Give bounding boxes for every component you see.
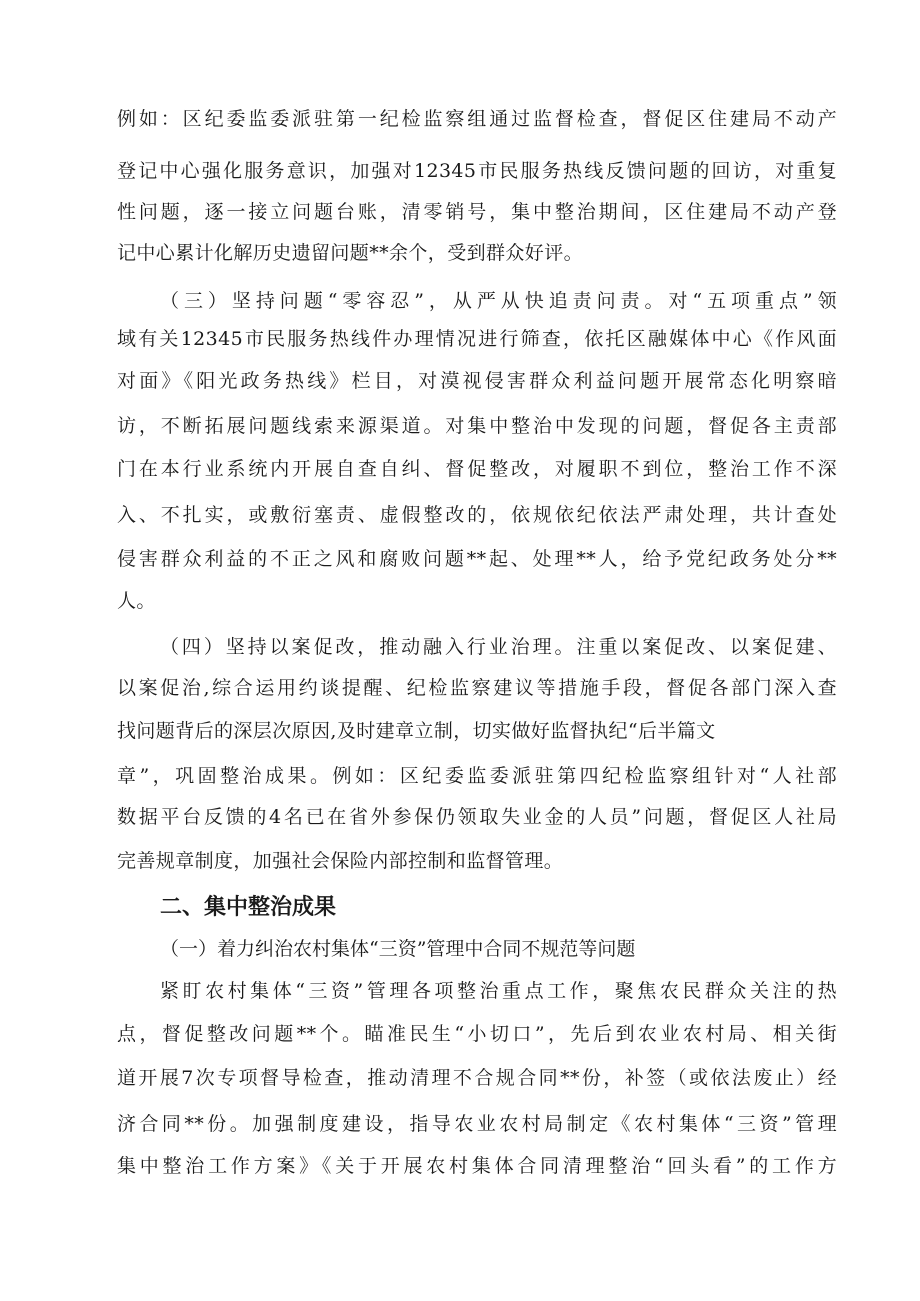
paragraph-line: 例如：区纪委监委派驻第一纪检监察组通过监督检查，督促区住建局不动产 <box>117 108 837 130</box>
paragraph-line: （四）坚持以案促改，推动融入行业治理。注重以案促改、以案促建、 <box>160 636 837 658</box>
paragraph-line: 济合同**份。加强制度建设，指导农业农村局制定《农村集体“三资”管理 <box>117 1113 837 1135</box>
paragraph-line: 以案促治,综合运用约谈提醒、纪检监察建议等措施手段，督促各部门深入查 <box>117 677 837 699</box>
paragraph-line: （三）坚持问题“零容忍”，从严从快追责问责。对“五项重点”领 <box>160 290 837 312</box>
paragraph-line: 章”，巩固整治成果。例如：区纪委监委派驻第四纪检监察组针对“人社部 <box>117 765 837 787</box>
paragraph-line: 域有关12345市民服务热线件办理情况进行筛查，依托区融媒体中心《作风面 <box>117 328 837 350</box>
paragraph-line: 找问题背后的深层次原因,及时建章立制，切实做好监督执纪“后半篇文 <box>117 720 716 742</box>
paragraph-line: 门在本行业系统内开展自查自纠、督促整改，对履职不到位，整治工作不深 <box>117 458 837 480</box>
paragraph-line: 完善规章制度，加强社会保险内部控制和监督管理。 <box>117 850 564 872</box>
section-heading: 二、集中整治成果 <box>160 895 337 920</box>
paragraph-line: 性问题，逐一接立问题台账，清零销号，集中整治期间，区住建局不动产登 <box>117 201 837 223</box>
subsection-heading: （一）着力纠治农村集体“三资”管理中合同不规范等问题 <box>160 938 636 960</box>
paragraph-line: 人。 <box>117 590 156 612</box>
paragraph-line: 对面》《阳光政务热线》栏目，对漠视侵害群众利益问题开展常态化明察暗 <box>117 370 837 392</box>
paragraph-line: 访，不断拓展问题线索来源渠道。对集中整治中发现的问题，督促各主责部 <box>117 415 837 437</box>
paragraph-line: 紧盯农村集体“三资”管理各项整治重点工作，聚焦农民群众关注的热 <box>160 980 837 1002</box>
paragraph-line: 入、不扎实，或敷衍塞责、虚假整改的，依规依纪依法严肃处理，共计查处 <box>117 504 837 526</box>
paragraph-line: 记中心累计化解历史遗留问题**余个，受到群众好评。 <box>117 242 584 264</box>
paragraph-line: 侵害群众利益的不正之风和腐败问题**起、处理**人，给予党纪政务处分** <box>117 548 837 570</box>
paragraph-line: 登记中心强化服务意识，加强对12345市民服务热线反馈问题的回访，对重复 <box>117 160 837 182</box>
paragraph-line: 点，督促整改问题**个。瞄准民生“小切口”，先后到农业农村局、相关街 <box>117 1023 837 1045</box>
paragraph-line: 集中整治工作方案》《关于开展农村集体合同清理整治“回头看”的工作方 <box>117 1155 837 1177</box>
paragraph-line: 道开展7次专项督导检查，推动清理不合规合同**份，补签（或依法废止）经 <box>117 1067 837 1089</box>
paragraph-line: 数据平台反馈的4名已在省外参保仍领取失业金的人员”问题，督促区人社局 <box>117 806 837 828</box>
